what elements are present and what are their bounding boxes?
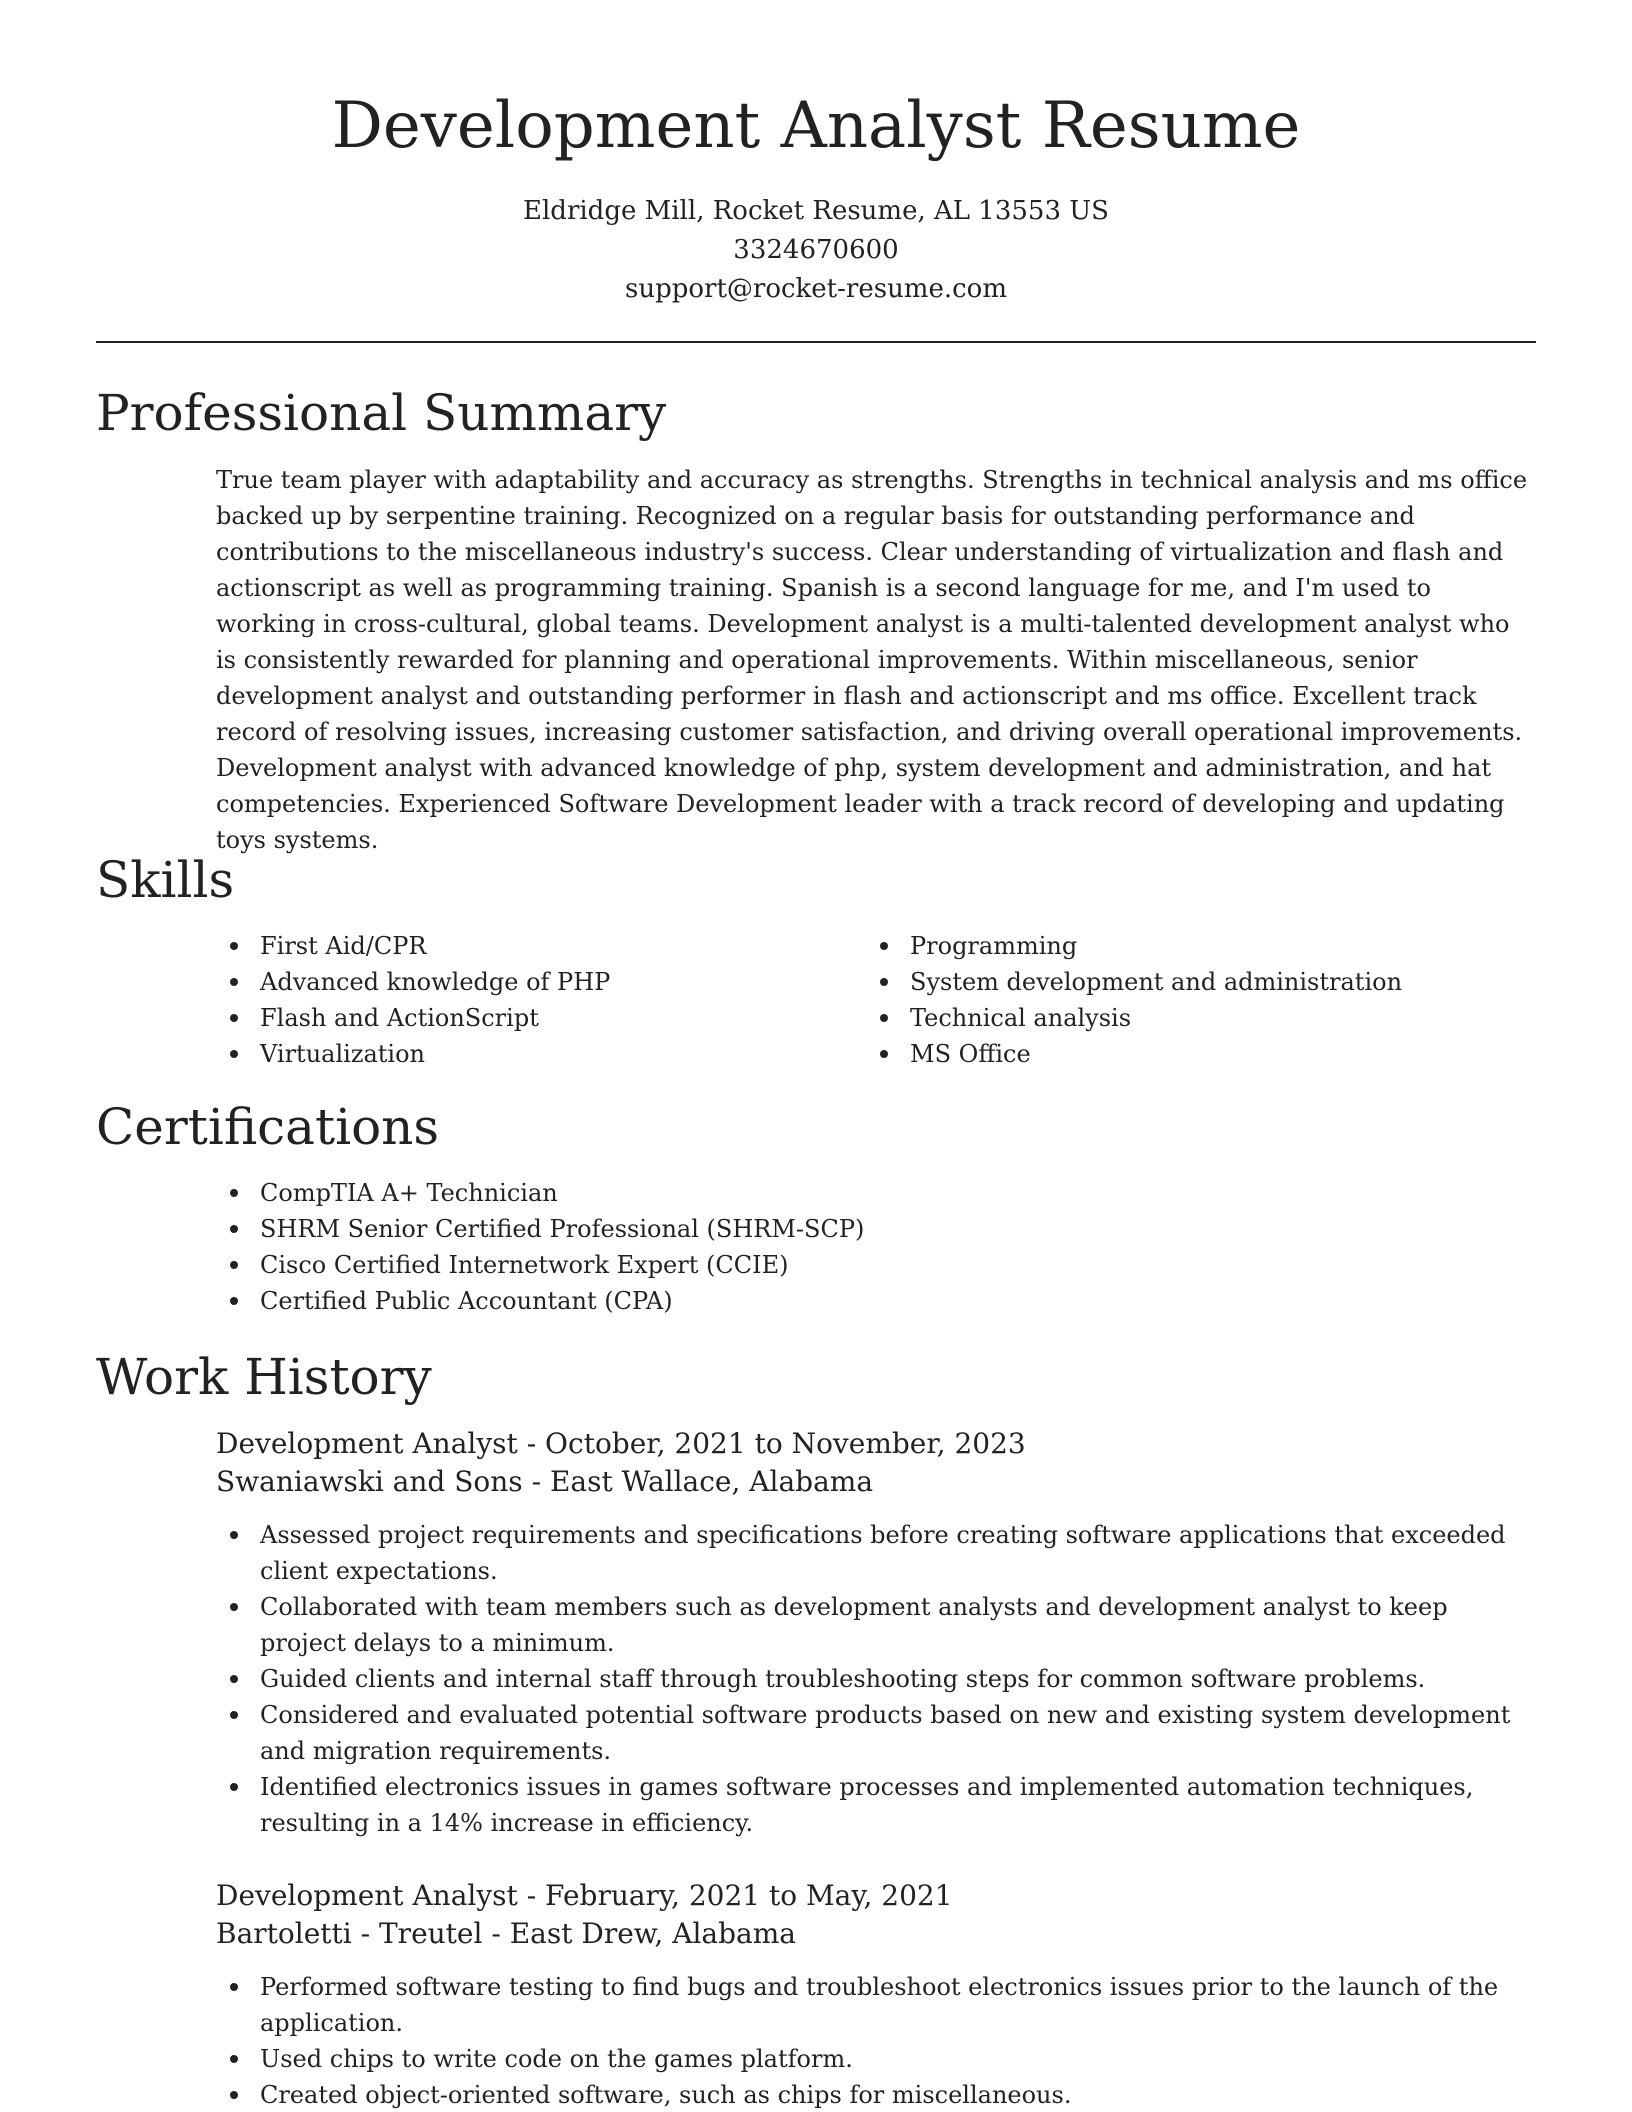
job-duty-item: Used chips to write code on the games platform. [216,2041,1536,2077]
job-title: Development Analyst [216,1879,518,1912]
skill-item: Programming [866,928,1536,964]
job-title-line [216,1425,1536,1463]
skill-item: Technical analysis [866,1000,1536,1036]
job-company-line [216,1463,1536,1501]
certification-item: SHRM Senior Certified Professional (SHRM-SCP) [216,1211,1536,1247]
contact-block [0,192,1632,309]
skills-left-list [216,928,856,1072]
skills-right-column [866,928,1536,1072]
header-divider [96,341,1536,343]
certifications-block [216,1175,1536,1319]
resume-header [0,0,1632,309]
job-duties-list [216,1517,1536,1841]
summary-text: True team player with adaptability and accuracy as strengths. Strengths in technical analysis and ms office backed up by serpentine training. Recognized on a regular basis for outstanding performance and contributions to the miscellaneous industry's success. Clear understanding of virtualization and flash and actionscript as well as programming training. Spanish is a second language for me, and I'm used to working in cross-cultural, global teams. Development analyst is a multi-talented development analyst who is consistently rewarded for planning and operational improvements. Within miscellaneous, senior development analyst and outstanding performer in flash and actionscript and ms office. Excellent track record of resolving issues, increasing customer satisfaction, and driving overall operational improvements. Development analyst with advanced knowledge of php, system development and administration, and hat competencies. Experienced Software Development leader with a track record of developing and updating toys systems. [216,466,1528,854]
contact-address: Eldridge Mill, Rocket Resume, AL 13553 US [523,196,1109,226]
skill-item: Advanced knowledge of PHP [216,964,856,1000]
job-duty-item: Guided clients and internal staff through troubleshooting steps for common software problems. [216,1661,1536,1697]
job-entry [216,1425,1536,1841]
contact-phone: 3324670600 [733,235,899,265]
job-duty-item: Created object-oriented software, such as chips for miscellaneous. [216,2077,1536,2112]
skill-item: System development and administration [866,964,1536,1000]
job-duty-item: Identified electronics issues in games software processes and implemented automation techniques, resulting in a 14% increase in efficiency. [216,1769,1536,1841]
skill-item: Virtualization [216,1036,856,1072]
job-company: Swaniawski and Sons [216,1465,523,1498]
job-title: Development Analyst [216,1427,518,1460]
certification-item: Certified Public Accountant (CPA) [216,1283,1536,1319]
certifications-list [216,1175,1536,1319]
skill-item: First Aid/CPR [216,928,856,964]
job-duty-item: Performed software testing to find bugs and troubleshoot electronics issues prior to the launch of the application. [216,1969,1536,2041]
skill-item: Flash and ActionScript [216,1000,856,1036]
job-duty-item: Assessed project requirements and specifications before creating software applications that exceeded client expectations. [216,1517,1536,1589]
job-duties-list [216,1969,1536,2112]
summary-heading: Professional Summary [96,384,667,442]
job-entry [216,1877,1536,2112]
job-dates: - February, 2021 to May, 2021 [517,1879,953,1912]
skills-right-list [866,928,1536,1072]
skill-item: MS Office [866,1036,1536,1072]
job-duty-item: Considered and evaluated potential software products based on new and existing system development and migration requirements. [216,1697,1536,1769]
job-location: - East Drew, Alabama [482,1917,796,1950]
certification-item: Cisco Certified Internetwork Expert (CCIE) [216,1247,1536,1283]
skills-left-column [216,928,856,1072]
certification-item: CompTIA A+ Technician [216,1175,1536,1211]
job-duty-item: Collaborated with team members such as development analysts and development analyst to keep project delays to a minimum. [216,1589,1536,1661]
work-history-heading: Work History [96,1348,432,1406]
contact-email: support@rocket-resume.com [624,274,1007,304]
certifications-heading: Certifications [96,1098,440,1156]
job-dates: - October, 2021 to November, 2023 [517,1427,1026,1460]
job-company: Bartoletti - Treutel [216,1917,483,1950]
skills-heading: Skills [96,851,235,909]
job-title-line [216,1877,1536,1915]
job-location: - East Wallace, Alabama [522,1465,874,1498]
job-company-line [216,1915,1536,1953]
resume-title: Development Analyst Resume [331,89,1301,163]
